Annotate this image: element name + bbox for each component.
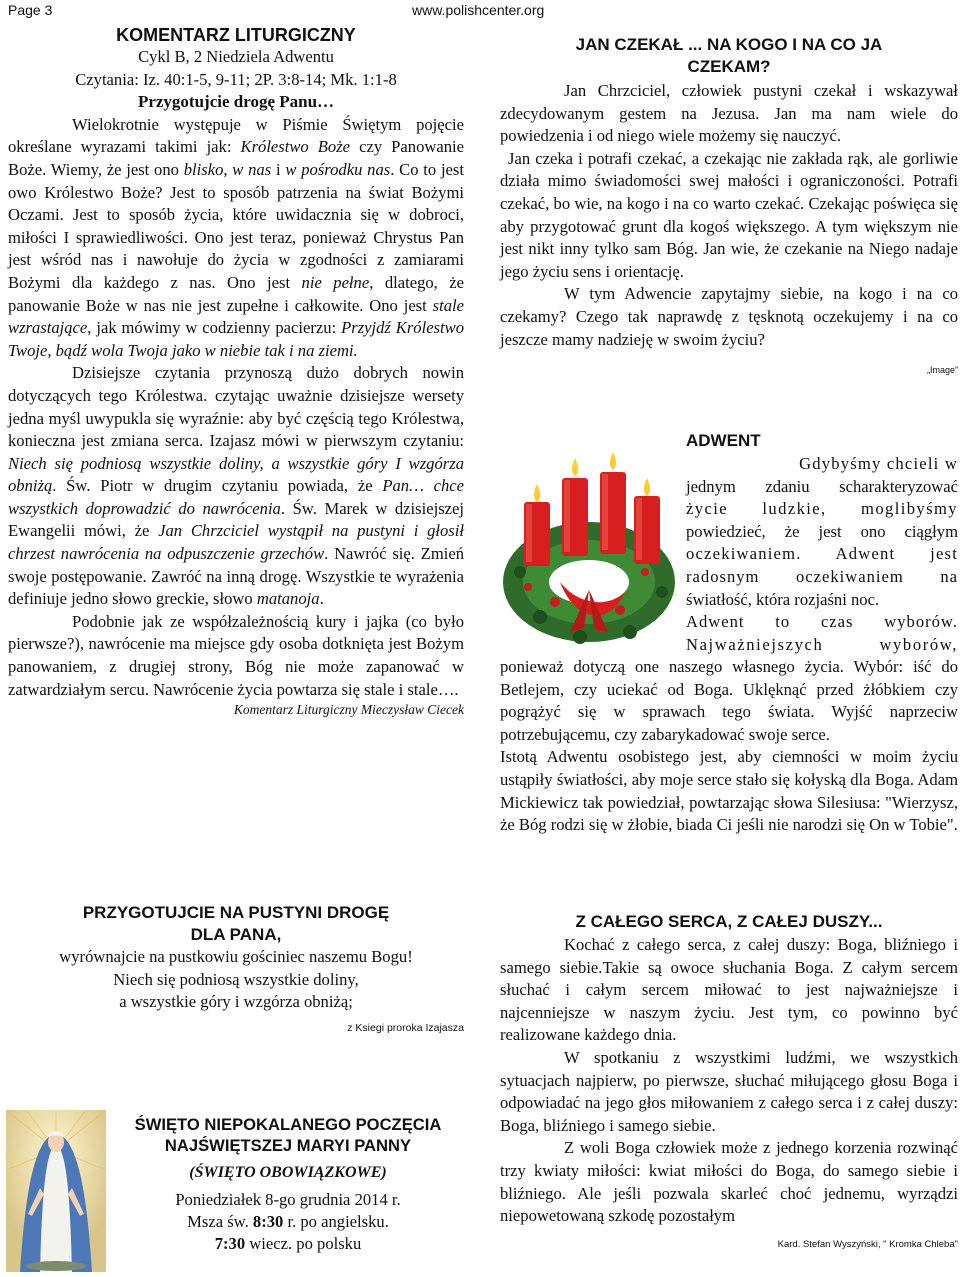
- adwent-line-3: życie ludzkie, moglibyśmy: [686, 499, 958, 519]
- commentary-signature: Komentarz Liturgiczny Mieczysław Ciecek: [233, 702, 464, 718]
- jan-paragraph-3: W tym Adwencie zapytajmy siebie, na kogo i na co czekamy? Czego tak naprawdę z tęsknotą oczekujemy i na co jeszcze mamy nadzieję w swoim życiu?: [500, 284, 958, 349]
- feast-title-2: NAJŚWIĘTSZEJ MARYI PANNY: [164, 1136, 412, 1155]
- desert-quote-box: [8, 902, 464, 1034]
- adwent-body: [500, 656, 958, 837]
- desert-quote-line-1: wyrównajcie na pustkowiu gościniec naszemu Bogu!: [59, 947, 413, 966]
- serce-source: Kard. Stefan Wyszyński, " Kromka Chleba": [777, 1238, 958, 1250]
- jan-title-2: CZEKAM?: [687, 57, 771, 76]
- commentary-paragraph-1: Wielokrotnie występuje w Piśmie Świętym pojęcie określane wyrazami takimi jak: Królestwo Boże czy Panowanie Boże. Wiemy, że jest ono blisko, w nas i w pośrodku nas. Co to jest owo Królestwo Boże? Jest to sposób patrzenia na świat Bożymi Oczami. Jest to sposób życia, które uwidacznia się w dobroci, miłości I sprawiedliwości. Ono jest teraz, ponieważ Chrystus Pan jest wśród nas i nawołuje do życia w zgodności z zamiarami Bożymi dla każdego z nas. Ono jest nie pełne, dlatego, że panowanie Boże w nas nie jest zupełne i całkowite. Ono jest stale wzrastające, jak mówimy w codzienny pacierzu: Przyjdź Królestwo Twoje, bądź wola Twoja jako w niebie tak i na ziemi.: [8, 114, 464, 360]
- advent-wreath-image: [500, 432, 678, 652]
- adwent-paragraph-1: ponieważ dotyczą one naszego własnego życia. Wybór: iść do Betlejem, czy uciekać od Boga. Uklęknąć przed żłóbkiem czy pogrążyć się w sprawach tego świata. Wyjść naprzeciw potrzebującemu, czy zabarykadować swoje serce.: [500, 657, 958, 744]
- serce-title: Z CAŁEGO SERCA, Z CAŁEJ DUSZY...: [575, 912, 883, 931]
- page-number: Page 3: [8, 2, 53, 18]
- virgin-mary-image: [6, 1110, 106, 1272]
- adwent-line-7: światłość, która rozjaśni noc.: [686, 589, 880, 609]
- feast-obligatory: (ŚWIĘTO OBOWIĄZKOWE): [189, 1164, 387, 1181]
- cycle-line: Cykl B, 2 Niedziela Adwentu: [138, 47, 334, 66]
- adwent-title: ADWENT: [686, 431, 761, 450]
- adwent-line-5: oczekiwaniem. Adwent jest: [686, 544, 958, 564]
- desert-quote-title-1: PRZYGOTUJCIE NA PUSTYNI DROGĘ: [82, 903, 390, 922]
- serce-paragraph-2: W spotkaniu z wszystkimi ludźmi, we wszystkich sytuacjach najpierw, po pierwsze, słuchać miłującego głosu Boga i odpowiadać na jego głos miłowaniem z całego serca i z całej duszy: Boga, bliźniego i samego siebie.: [500, 1047, 958, 1135]
- adwent-line-1: Gdybyśmy chcieli w: [799, 454, 958, 473]
- serce-paragraph-3: Z woli Boga człowiek może z jednego korzenia rozwinąć trzy kwiaty miłości: kwiat miłości do Boga, do samego siebie i bliźniego. Ale jeśli pozwala skarleć choć jednemu, wyrządzi niepowetowaną szkodę pozostałym: [500, 1138, 958, 1226]
- serce-paragraph-1: Kochać z całego serca, z całej duszy: Boga, bliźniego i samego siebie.Takie są owoce słuchania Boga. Z całym sercem słuchać i całym sercem miłować to jest najważniejsze i najcenniejsze w naszym życiu. Jest tym, co powinno być realizowane każdego dnia.: [500, 935, 958, 1045]
- commentary-title: KOMENTARZ LITURGICZNY: [116, 25, 356, 45]
- feast-mass-english: Msza św. 8:30 r. po angielsku.: [187, 1212, 389, 1231]
- desert-quote-source: z Ksiegi proroka Izajasza: [347, 1021, 464, 1034]
- feast-title-1: ŚWIĘTO NIEPOKALANEGO POCZĘCIA: [134, 1115, 442, 1134]
- jan-article: [500, 34, 958, 382]
- adwent-line-9: Najważniejszych wyborów,: [686, 634, 958, 654]
- adwent-paragraph-2: Istotą Adwentu osobistego jest, aby ciemności w moim życiu ustąpiły światłości, aby moje serce stało się kołyską dla Boga. Adam Mickiewicz tak powiedział, powtarzając słowa Silesiusa: "Wierzysz, że Bóg rodzi się w żłobie, biada Ci jeśli nie narodzi się On w Tobie".: [500, 747, 958, 835]
- site-url[interactable]: www.polishcenter.org: [412, 2, 545, 18]
- adwent-line-2: jednym zdaniu scharakteryzować: [686, 476, 958, 496]
- image-credit: „Image”: [926, 365, 958, 376]
- adwent-wrap-block: [686, 430, 958, 656]
- jan-title-1: JAN CZEKAŁ ... NA KOGO I NA CO JA: [575, 35, 883, 54]
- desert-quote-title-2: DLA PANA,: [190, 925, 282, 944]
- desert-quote-line-3: a wszystkie góry i wzgórza obniżą;: [119, 992, 353, 1012]
- adwent-line-4: powiedzieć, że jest ono ciągłym: [686, 521, 958, 541]
- feast-announcement: [112, 1114, 464, 1255]
- adwent-line-6: radosnym oczekiwaniem na: [686, 566, 958, 586]
- readings-line: Czytania: Iz. 40:1-5, 9-11; 2P. 3:8-14; Mk. 1:1-8: [75, 69, 397, 89]
- feast-date: Poniedziałek 8-go grudnia 2014 r.: [175, 1190, 401, 1209]
- adwent-line-8: Adwent to czas wyborów.: [686, 612, 958, 632]
- jan-paragraph-2: Jan czeka i potrafi czekać, a czekając nie zakłada rąk, ale gorliwie działa mimo świadomości swej małości i ograniczoności. Potrafi czekać, bo wie, na kogo i na co warto czekać. Czekając poświęca się aby przygotować grunt dla kogoś większego. A tym większym nie jest nikt inny tylko sam Bóg. Jan wie, że czekanie na Niego nadaje jego życiu sens i orientację.: [500, 148, 958, 281]
- jan-paragraph-1: Jan Chrzciciel, człowiek pustyni czekał i wskazywał zdecydowanym gestem na Jezusa. Jan ma nam wiele do powiedzenia i od niego wiele możemy się nauczyć.: [500, 81, 958, 146]
- commentary-paragraph-3: Podobnie jak ze współzależnością kury i jajka (co było pierwsze?), nawrócenie ma miejsce gdy osoba dotknięta jest Bożym panowaniem, z drugiej strony, Bóg nie może zapanować w zatwardziałym sercu. Nawrócenie życia powtarza się stale i stale….: [8, 611, 464, 699]
- commentary-article: [8, 24, 464, 719]
- commentary-subtitle: Przygotujcie drogę Panu…: [137, 92, 335, 112]
- serce-article: [500, 910, 958, 1256]
- feast-mass-polish: 7:30 wiecz. po polsku: [214, 1234, 362, 1253]
- commentary-paragraph-2: Dzisiejsze czytania przynoszą dużo dobrych nowin dotyczących tego Królestwa. czytając uważnie dzisiejsze wersety jedna myśl uwypukla się wyraźnie: aby być częścią tego Królestwa, konieczna jest zmiana serca. Izajasz mówi w pierwszym czytaniu: Niech się podniosą wszystkie doliny, a wszystkie góry I wzgórza obniżą. Św. Piotr w drugim czytaniu powiada, że Pan… chce wszystkich doprowadzić do nawrócenia. Św. Marek w dzisiejszej Ewangelii mówi, że Jan Chrzciciel wystąpił na pustyni i głosił chrzest nawrócenia na odpuszczenie grzechów. Nawróć się. Zmień swoje postępowanie. Zawróć na inną drogę. Wszystkie te wyrażenia definiuje jedno słowo greckie, słowo matanoja.: [8, 363, 465, 609]
- desert-quote-line-2: Niech się podniosą wszystkie doliny,: [113, 969, 359, 989]
